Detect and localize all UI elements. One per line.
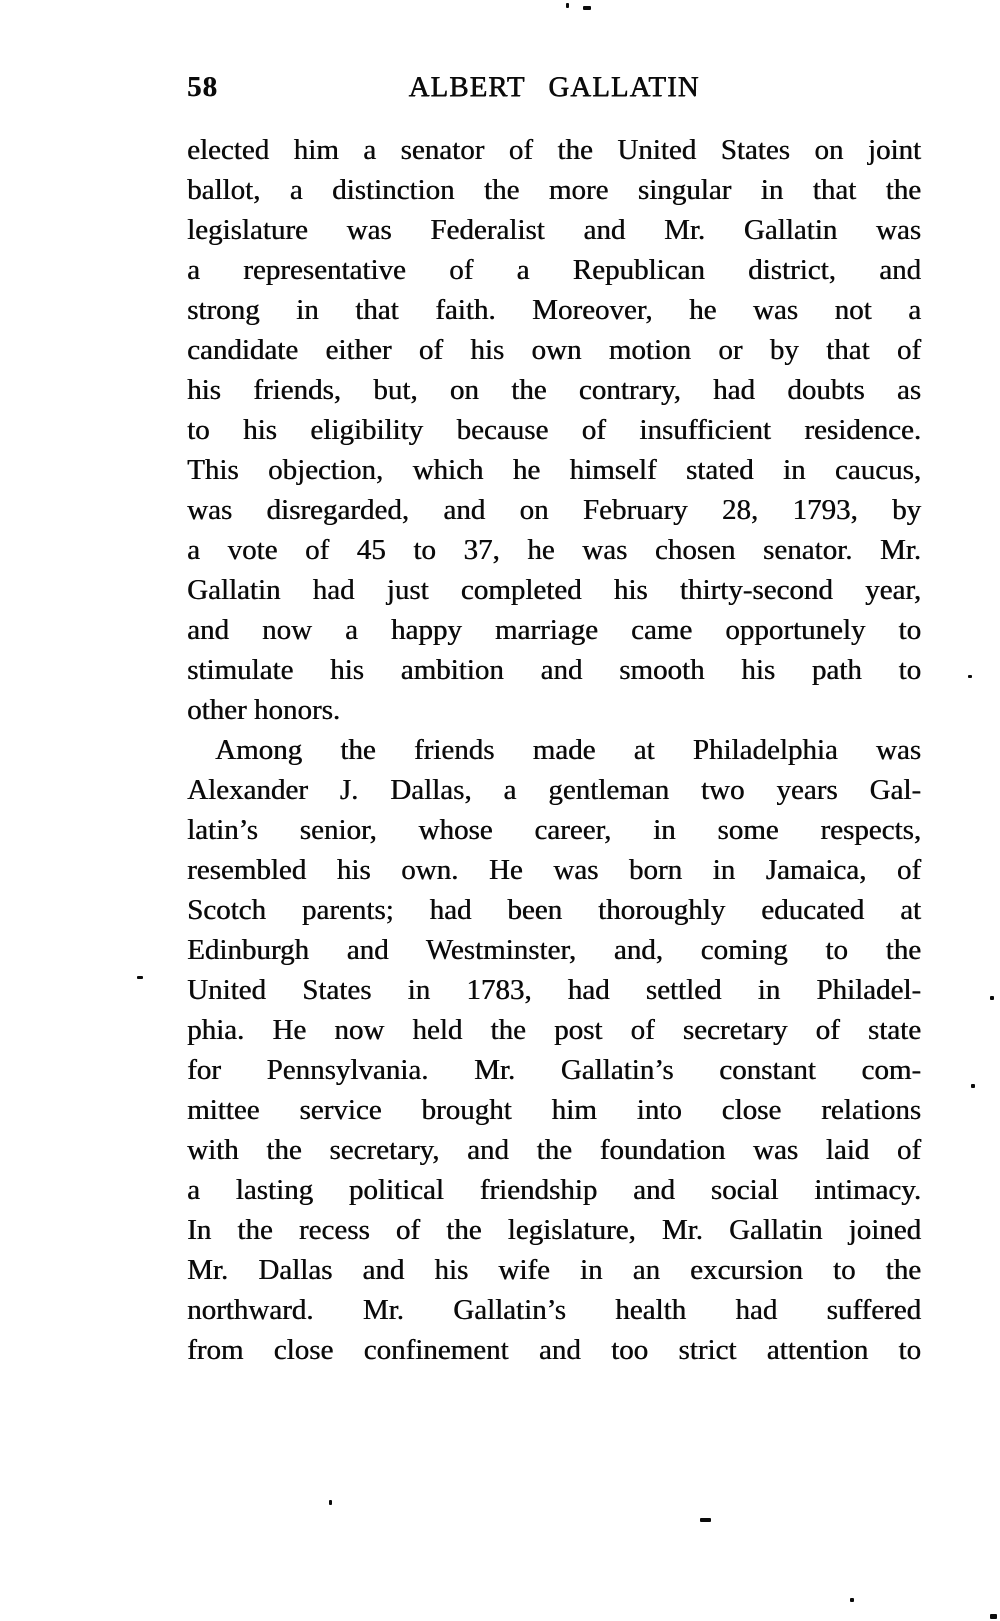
paragraph: [187, 730, 921, 1370]
text-line: and now a happy marriage came opportunely to: [187, 614, 921, 646]
page-number: 58: [187, 71, 218, 103]
scan-speck: [566, 3, 569, 8]
text-line: a lasting political friendship and social intimacy.: [187, 1174, 921, 1206]
scan-speck: [968, 675, 972, 678]
text-line: resembled his own. He was born in Jamaica, of: [187, 854, 921, 886]
scan-speck: [971, 1084, 975, 1088]
text-line: United States in 1783, had settled in Philadel-: [187, 974, 921, 1006]
text-line: with the secretary, and the foundation was laid of: [187, 1134, 921, 1166]
text-line: Alexander J. Dallas, a gentleman two years Gal-: [187, 774, 921, 806]
text-line: Scotch parents; had been thoroughly educated at: [187, 894, 921, 926]
text-line: other honors.: [187, 694, 341, 726]
text-line: to his eligibility because of insufficient residence.: [187, 414, 921, 446]
text-line: mittee service brought him into close relations: [187, 1094, 921, 1126]
text-line: elected him a senator of the United States on joint: [187, 134, 921, 166]
running-header-title: ALBERT GALLATIN: [408, 71, 700, 103]
text-line: ballot, a distinction the more singular in that the: [187, 174, 921, 206]
text-line: candidate either of his own motion or by that of: [187, 334, 921, 366]
scan-speck: [583, 6, 591, 10]
text-line: legislature was Federalist and Mr. Gallatin was: [187, 214, 921, 246]
text-line: northward. Mr. Gallatin’s health had suffered: [187, 1294, 921, 1326]
text-line: was disregarded, and on February 28, 1793, by: [187, 494, 921, 526]
text-line: his friends, but, on the contrary, had doubts as: [187, 374, 921, 406]
text-line: phia. He now held the post of secretary of state: [187, 1014, 921, 1046]
scan-speck: [329, 1500, 332, 1505]
scan-speck: [990, 1614, 997, 1619]
text-line: latin’s senior, whose career, in some respects,: [187, 814, 921, 846]
text-line: stimulate his ambition and smooth his path to: [187, 654, 921, 686]
text-line: Gallatin had just completed his thirty-second year,: [187, 574, 921, 606]
text-line: This objection, which he himself stated in caucus,: [187, 454, 921, 486]
text-line: strong in that faith. Moreover, he was not a: [187, 294, 921, 326]
body-text: [187, 130, 921, 1370]
scan-speck: [137, 976, 143, 979]
text-line: In the recess of the legislature, Mr. Gallatin joined: [187, 1214, 921, 1246]
paragraph: [187, 130, 921, 730]
running-head: [187, 70, 921, 106]
text-line: from close confinement and too strict attention to: [187, 1334, 921, 1366]
text-line: Edinburgh and Westminster, and, coming to the: [187, 934, 921, 966]
text-line: Mr. Dallas and his wife in an excursion to the: [187, 1254, 921, 1286]
scan-speck: [990, 996, 994, 1000]
scan-speck: [700, 1518, 711, 1522]
text-line: a vote of 45 to 37, he was chosen senator. Mr.: [187, 534, 921, 566]
scan-speck: [850, 1598, 854, 1602]
text-line: a representative of a Republican district, and: [187, 254, 921, 286]
text-line: Among the friends made at Philadelphia was: [215, 734, 921, 766]
text-line: for Pennsylvania. Mr. Gallatin’s constant com-: [187, 1054, 921, 1086]
